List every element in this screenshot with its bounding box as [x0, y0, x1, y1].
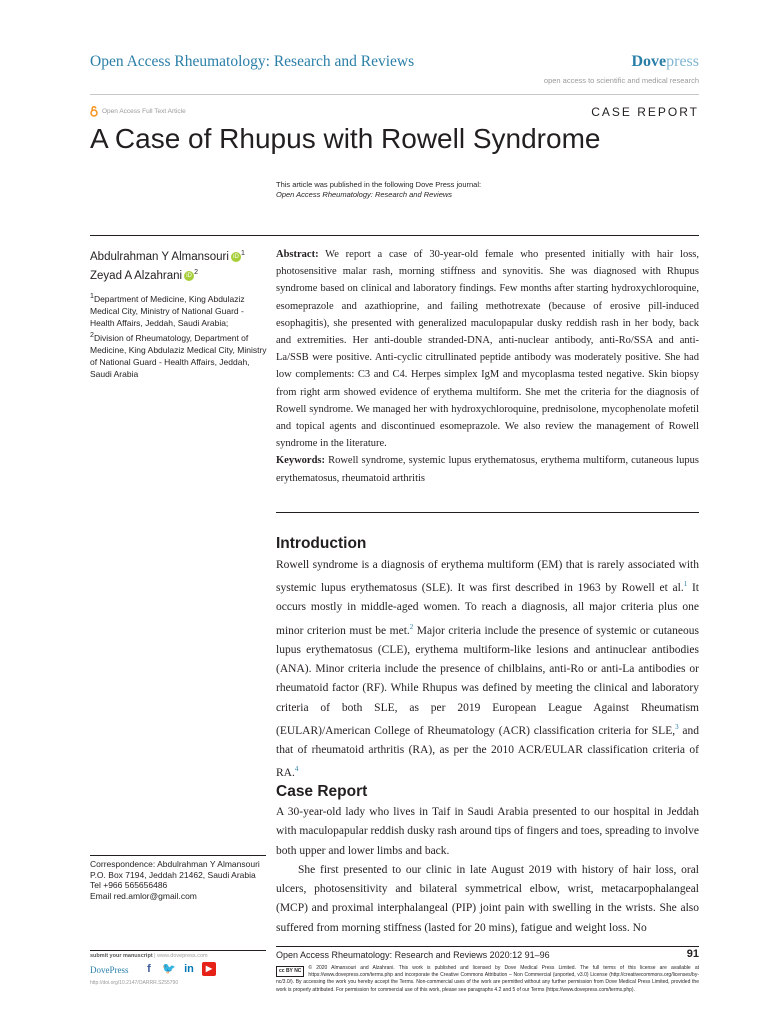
- youtube-icon[interactable]: ▶: [202, 962, 216, 976]
- open-access-label: Open Access Full Text Article: [102, 108, 186, 115]
- abstract-divider: [276, 512, 699, 513]
- affiliations: $^1$Department of Medicine, King Abdulaziz Medical City, Ministry of National Guard - Health Affairs, Jeddah, Saudi Arabia; $^2$Division of Rheumatology, Department of Medicine, King Abdulaziz Medical City, Ministry of National Guard - Health Affairs, Jeddah, Saudi Arabia: [90, 292, 267, 379]
- facebook-icon[interactable]: f: [147, 963, 151, 975]
- correspondence-divider: [90, 855, 266, 856]
- introduction-body: Rowell syndrome is a diagnosis of erythema multiform (EM) that is rarely associated with systemic lupus erythematosus (SLE). It was first described in 1963 by Rowell et al.$^1$ It occurs mostly in middle-aged women. To reach a diagnosis, all major criteria plus one minor criterion must be met.$^2$ Major criteria include the presence of systemic or cutaneous lupus erythematosus (CLE), erythema multiform-like lesions and antinuclear antibodies (ANA). Minor criteria include the presence of chilblains, anti-Ro or anti-La antibodies or rheumatoid factor (RF). While Rhupus was defined by meeting the clinical and laboratory criteria of both SLE, as per 2019 European League Against Rheumatism (EULAR)/American College of Rheumatology (ACR) classification criteria for SLE,$^3$ and that of rheumatoid arthritis (RA), as per the 2010 ACR/EULAR classification criteria of RA.$^4$: [276, 559, 699, 780]
- citation-link[interactable]: 1: [683, 580, 688, 589]
- cc-license-icon[interactable]: cc BY NC: [276, 966, 304, 977]
- pub-note-line1: This article was published in the following Dove Press journal:: [276, 180, 482, 189]
- twitter-icon[interactable]: 🐦: [162, 963, 176, 975]
- footer-divider-left: [90, 950, 266, 951]
- publisher-logo[interactable]: Dovepress: [631, 53, 699, 70]
- citation-link[interactable]: 4: [294, 765, 299, 774]
- publisher-tagline: open access to scientific and medical research: [543, 76, 699, 85]
- keywords: Rowell syndrome, systemic lupus erythematosus, erythema multiform, cutaneous lupus erythematosus, rheumatoid arthritis: [276, 455, 699, 484]
- submit-manuscript-link[interactable]: submit your manuscript | www.dovepress.com: [90, 953, 208, 959]
- open-access-icon: [90, 106, 98, 117]
- linkedin-icon[interactable]: in: [184, 963, 194, 975]
- page-number: 91: [686, 948, 699, 960]
- footer-citation: Open Access Rheumatology: Research and Reviews 2020:12 91–96: [276, 950, 550, 960]
- open-access-badge: [90, 106, 186, 117]
- correspondence-email[interactable]: Email red.amlor@gmail.com: [90, 890, 197, 901]
- journal-name[interactable]: Open Access Rheumatology: Research and Reviews: [90, 53, 415, 70]
- social-links: [142, 962, 216, 976]
- author-list: Abdulrahman Y Almansouri iD $^1$ Zeyad A Alzahrani iD $^2$: [90, 250, 245, 282]
- publication-note: [276, 180, 481, 200]
- abstract-label: Abstract:: [276, 249, 319, 260]
- title-divider: [90, 235, 699, 236]
- author-name[interactable]: Abdulrahman Y Almansouri: [90, 250, 229, 263]
- license-text: cc BY NC © 2020 Almansouri and Alzahrani. This work is published and licensed by Dove Medical Press Limited. The full terms of this license are available at https://www.dovepress.com/terms.php and incorporate the Creative Commons Attribution – Non Commercial (unported, v3.0) License (http://creativecommons.org/licenses/by-nc/3.0/). By accessing the work you hereby accept the Terms. Non-commercial uses of the work are permitted without any further permission from Dove Medical Press Limited, provided the work is properly attributed. For permission for commercial use of this work, please see paragraphs 4.2 and 5 of our Terms (https://www.dovepress.com/terms.php).: [276, 965, 699, 993]
- section-heading-case-report: Case Report: [276, 783, 368, 800]
- article-type: CASE REPORT: [591, 105, 699, 119]
- abstract-text: We report a case of 30-year-old female who presented initially with hair loss, photosensitive malar rash, morning stiffness and synovitis. She was diagnosed with Rhupus syndrome based on clinical and laboratory findings. Few months after starting hydroxychloroquine, esomeprazole and azathioprine, and failing methotrexate (because of erosive pill-induced esophagitis), she presented with generalized maculopapular dusky reddish rash in her body, back and extremities. Her anti-double stranded-DNA, anti-nuclear antibody, anti-Ro/SSA and anti-La/SSB were positive. Anti-cyclic citrullinated peptide antibody was moderately positive. She had low complements: C3 and C4. Herpes simplex IgM and mycoplasma tested negative. Skin biopsy from right arm showed evidence of erythema multiform. She met the criteria for the diagnosis of Rowell syndrome. We managed her with hydroxychloroquine, prednisolone, mycophenolate mofetil and topical agents and discontinued esomeprazole. We also review the management of Rowell syndrome in the literature.: [276, 249, 699, 450]
- orcid-icon[interactable]: iD: [184, 271, 194, 281]
- abstract: [276, 246, 699, 487]
- doi-link[interactable]: http://doi.org/10.2147/OARRR.S255790: [90, 980, 179, 986]
- keywords-label: Keywords:: [276, 455, 325, 467]
- page-title: A Case of Rhupus with Rowell Syndrome: [90, 123, 601, 154]
- section-heading-introduction: Introduction: [276, 535, 367, 552]
- footer-dovepress-logo[interactable]: DovePress: [90, 965, 129, 975]
- footer-divider-right: [276, 946, 699, 947]
- case-report-body: A 30-year-old lady who lives in Taif in Saudi Arabia presented to our hospital in Jeddah with maculopapular reddish dusky rash around tips of fingers and toes, spreading to involve both upper and lower limbs and back. She first presented to our clinic in late August 2019 with history of hair loss, oral ulcers, photosensitivity and bilateral symmetrical elbow, wrist, metacarpophalangeal (MCP) and proximal interphalangeal (PIP) joint pain with swelling in the wrists. She also suffered from morning stiffness (lasted for 20 mins), fatigue and weight loss. No: [276, 806, 699, 934]
- orcid-icon[interactable]: iD: [231, 252, 241, 262]
- citation-link[interactable]: 3: [675, 723, 679, 732]
- header-divider: [90, 94, 699, 95]
- author-name[interactable]: Zeyad A Alzahrani: [90, 269, 183, 282]
- pub-note-journal[interactable]: Open Access Rheumatology: Research and Reviews: [276, 190, 453, 199]
- citation-link[interactable]: 2: [409, 622, 414, 631]
- correspondence: Correspondence: Abdulrahman Y Almansouri P.O. Box 7194, Jeddah 21462, Saudi Arabia Tel +966 565656486 Email red.amlor@gmail.com: [90, 859, 268, 901]
